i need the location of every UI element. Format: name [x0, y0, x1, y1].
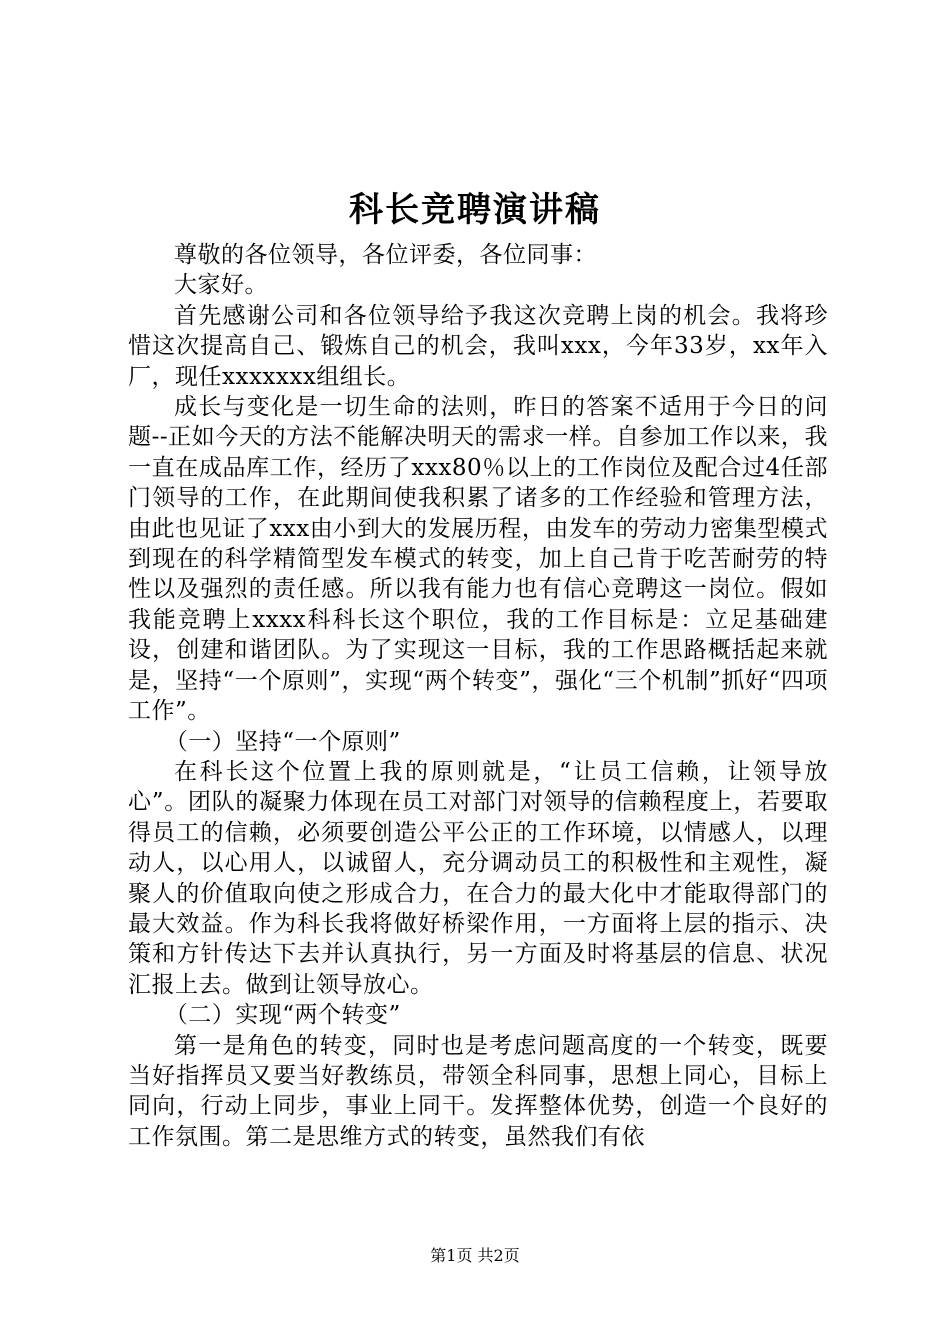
- section-heading-two: （二）实现“两个转变”: [164, 1002, 401, 1029]
- greeting: 大家好。: [174, 272, 268, 299]
- page-number-footer: 第1页 共2页: [430, 1246, 520, 1265]
- paragraph-principle: 在科长这个位置上我的原则就是，“让员工信赖，让领导放心”。团队的凝聚力体现在员工对部门对领导的信赖程度上，若要取得员工的信赖，必须要创造公平公正的工作环境，以情感人，以理动人，以心用人，以诚留人，充分调动员工的积极性和主观性，凝聚人的价值取向使之形成合力，在合力的最大化中才能取得部门的最大效益。作为科长我将做好桥梁作用，一方面将上层的指示、决策和方针传达下去并认真执行，另一方面及时将基层的信息、状况汇报上去。做到让领导放心。: [128, 758, 828, 998]
- paragraph-growth: 成长与变化是一切生命的法则，昨日的答案不适用于今日的问题--正如今天的方法不能解决明天的需求一样。自参加工作以来，我一直在成品库工作，经历了xxx80％以上的工作岗位及配合过4任部门领导的工作，在此期间使我积累了诸多的工作经验和管理方法，由此也见证了xxx由小到大的发展历程，由发车的劳动力密集型模式到现在的科学精简型发车模式的转变，加上自己肯于吃苦耐劳的特性以及强烈的责任感。所以我有能力也有信心竞聘这一岗位。假如我能竞聘上xxxx科科长这个职位，我的工作目标是：立足基础建设，创建和谐团队。为了实现这一目标，我的工作思路概括起来就是，坚持“一个原则”，实现“两个转变”，强化“三个机制”抓好“四项工作”。: [128, 394, 828, 725]
- section-heading-one: （一）坚持“一个原则”: [164, 728, 401, 755]
- document-body: [128, 240, 828, 1152]
- paragraph-transition: 第一是角色的转变，同时也是考虑问题高度的一个转变，既要当好指挥员又要当好教练员，带领全科同事，思想上同心，目标上同向，行动上同步，事业上同干。发挥整体优势，创造一个良好的工作氛围。第二是思维方式的转变，虽然我们有依: [128, 1032, 828, 1150]
- paragraph-intro: 首先感谢公司和各位领导给予我这次竞聘上岗的机会。我将珍惜这次提高自己、锻炼自己的机会，我叫xxx，今年33岁，xx年入厂，现任xxxxxxx组组长。: [128, 302, 828, 390]
- document-title: 科长竞聘演讲稿: [349, 190, 601, 230]
- salutation: 尊敬的各位领导，各位评委，各位同事：: [174, 242, 597, 268]
